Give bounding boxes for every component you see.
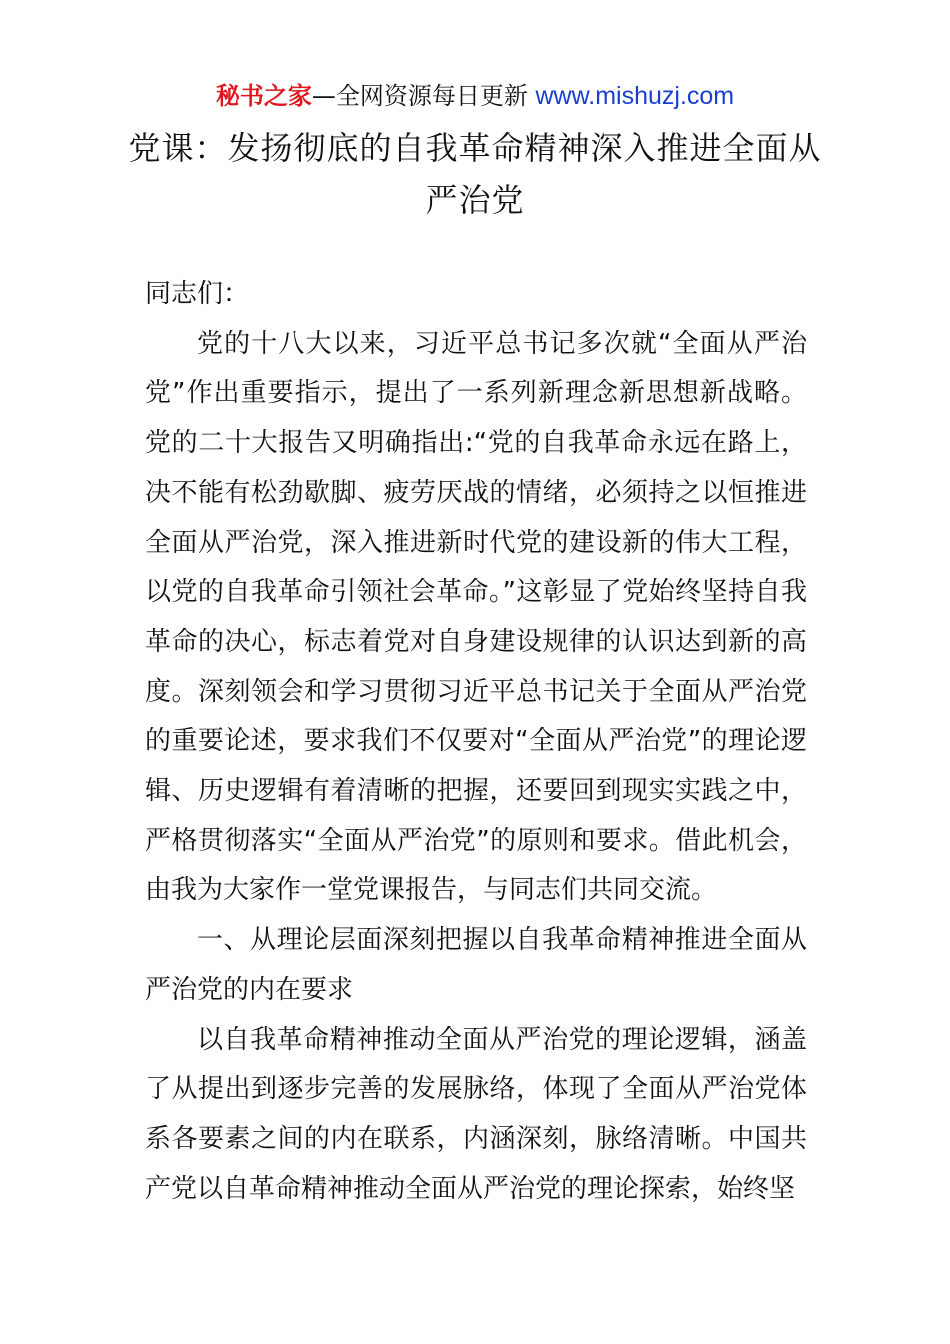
salutation: 同志们：	[145, 279, 250, 309]
site-header	[0, 80, 950, 112]
paragraph-intro: 党的十八大以来，习近平总书记多次就“全面从严治党”作出重要指示，提出了一系列新理念新思想新战略。党的二十大报告又明确指出:“党的自我革命永远在路上，决不能有松劲歇脚、疲劳厌战的情绪，必须持之以恒推进全面从严治党，深入推进新时代党的建设新的伟大工程，以党的自我革命引领社会革命。”这彰显了党始终坚持自我革命的决心，标志着党对自身建设规律的认识达到新的高度。深刻领会和学习贯彻习近平总书记关于全面从严治党的重要论述，要求我们不仅要对“全面从严治党”的理论逻辑、历史逻辑有着清晰的把握，还要回到现实实践之中，严格贯彻落实“全面从严治党”的原则和要求。借此机会，由我为大家作一堂党课报告，与同志们共同交流。	[145, 328, 807, 906]
site-brand: 秘书之家	[215, 82, 312, 110]
site-url[interactable]: www.mishuzj.com	[535, 82, 735, 110]
site-tagline: —全网资源每日更新	[311, 82, 536, 110]
section-heading-1: 一、从理论层面深刻把握以自我革命精神推进全面从严治党的内在要求	[145, 925, 807, 1005]
document-title: 党课：发扬彻底的自我革命精神深入推进全面从严治党	[128, 129, 822, 219]
paragraph-section-1: 以自我革命精神推动全面从严治党的理论逻辑，涵盖了从提出到逐步完善的发展脉络，体现了全面从严治党体系各要素之间的内在联系，内涵深刻，脉络清晰。中国共产党以自革命精神推动全面从严治党的理论探索，始终坚	[145, 1024, 807, 1204]
document-body	[145, 270, 807, 1214]
